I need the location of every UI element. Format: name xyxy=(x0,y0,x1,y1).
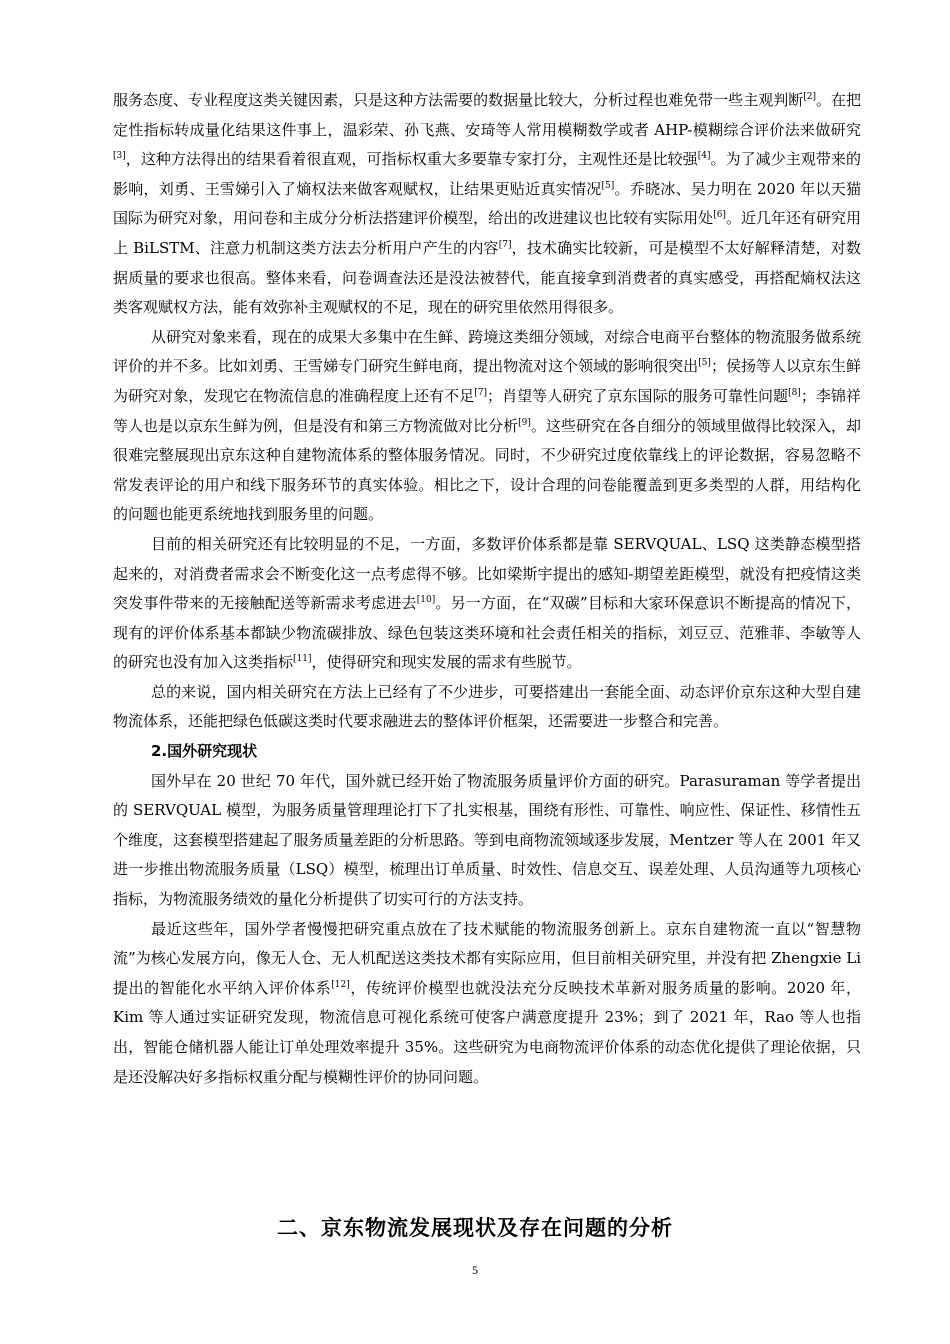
text-run: ；肖望等人研究了京东国际的服务可靠性问题 xyxy=(487,386,789,405)
citation-marker: [2] xyxy=(803,92,816,102)
text-run: 。另一方面，在“双碳”目标和大家环保意识不断提高的情况下，现有的评价体系基本都缺少物流碳排放、绿色包装这类环境和社会责任相关的指标，刘豆豆、范雅菲、李敏等人的研究也没有加入这类指标 xyxy=(113,594,861,672)
text-run: 。乔晓冰、吴力明在 2020 年以天猫国际为研究对象，用问卷和主成分分析法搭建评价模型，给出的改进建议也比较有实际用处 xyxy=(113,179,861,228)
text-run: 。近几年还有研究用上 BiLSTM、注意力机制这类方法去分析用户产生的内容 xyxy=(113,209,861,257)
text-run: 最近这些年，国外学者慢慢把研究重点放在了技术赋能的物流服务创新上。京东自建物流一直以“智慧物流”为核心发展方向，像无人仓、无人机配送这类技术都有实际应用，但目前相关研究里，并没有把 Zhengxie Li 提出的智能化水平纳入评价体系 xyxy=(113,919,861,997)
paragraph xyxy=(113,678,861,737)
text-run: 。为了减少主观带来的影响，刘勇、王雪娣引入了熵权法来做客观赋权，让结果更贴近真实情况 xyxy=(113,150,861,198)
citation-marker: [6] xyxy=(713,210,726,221)
text-run: 总的来说，国内相关研究在方法上已经有了不少进步，可要搭建出一套能全面、动态评价京东这种大型自建物流体系，还能把绿色低碳这类时代要求融进去的整体评价框架，还需要进一步整合和完善。 xyxy=(113,682,861,731)
text-run: ；侯扬等人以京东生鲜为研究对象，发现它在物流信息的准确程度上还有不足 xyxy=(113,357,861,405)
paragraph xyxy=(113,767,861,915)
citation-marker: [5] xyxy=(601,180,615,191)
citation-marker: [3] xyxy=(113,151,126,162)
text-run: 目前的相关研究还有比较明显的不足，一方面，多数评价体系都是靠 SERVQUAL、LSQ 这类静态模型搭起来的，对消费者需求会不断变化这一点考虑得不够。比如梁斯宇提出的感知-期望差距模型，就没有把疫情这类突发事件带来的无接触配送等新需求考虑进去 xyxy=(113,534,861,613)
paragraph xyxy=(113,86,861,323)
section-heading: 二、京东物流发展现状及存在问题的分析 xyxy=(277,1216,673,1240)
text-run: ，这种方法得出的结果看着很直观，可指标权重大多要靠专家打分，主观性还是比较强 xyxy=(125,150,698,169)
text-run: ，技术确实比较新，可是模型不太好解释清楚，对数据质量的要求也很高。整体来看，问卷调查法还是没法被替代，能直接拿到消费者的真实感受，再搭配熵权法这类客观赋权方法，能有效弥补主观赋权的不足，现在的研究里依然用得很多。 xyxy=(113,238,861,317)
text-run: ，使得研究和现实发展的需求有些脱节。 xyxy=(311,653,582,672)
citation-marker: [5] xyxy=(698,358,711,369)
text-run: 。在把定性指标转成量化结果这件事上，温彩荣、孙飞燕、安琦等人常用模糊数学或者 AHP-模糊综合评价法来做研究 xyxy=(113,91,861,139)
text-run: 服务态度、专业程度这类关键因素，只是这种方法需要的数据量比较大，分析过程也难免带一些主观判断 xyxy=(113,91,804,109)
text-run: ，传统评价模型也就没法充分反映技术革新对服务质量的影响。2020 年，Kim 等人通过实证研究发现，物流信息可视化系统可使客户满意度提升 23%；到了 2021 年，Rao 等人也指出，智能仓储机器人能让订单处理效率提升 35%。这些研究为电商物流评价体系的动态优化提供了理论依据，只是还没解决好多指标权重分配与模糊性评价的协同问题。 xyxy=(113,978,861,1086)
citation-marker: [4] xyxy=(697,151,711,162)
text-run: 从研究对象来看，现在的成果大多集中在生鲜、跨境这类细分领域，对综合电商平台整体的物流服务做系统评价的并不多。比如刘勇、王雪娣专门研究生鲜电商，提出物流对这个领域的影响很突出 xyxy=(113,327,861,376)
citation-marker: [11] xyxy=(293,654,312,665)
citation-marker: [7] xyxy=(498,239,512,250)
text-run: ；李锦祥等人也是以京东生鲜为例，但是没有和第三方物流做对比分析 xyxy=(113,386,861,435)
citation-marker: [10] xyxy=(416,595,436,606)
paragraph xyxy=(113,530,861,678)
paragraph xyxy=(113,323,861,530)
page-number: 5 xyxy=(472,1263,478,1277)
citation-marker: [7] xyxy=(474,387,488,398)
subsection-heading: 2.国外研究现状 xyxy=(151,742,258,761)
citation-marker: [9] xyxy=(518,417,531,428)
text-run: 。这些研究在各自细分的领域里做得比较深入，却很难完整展现出京东这种自建物流体系的整体服务情况。同时，不少研究过度依靠线上的评论数据，容易忽略不常发表评论的用户和线下服务环节的真实体验。相比之下，设计合理的问卷能覆盖到更多类型的人群，用结构化的问题也能更系统地找到服务里的问题。 xyxy=(113,416,861,524)
citation-marker: [8] xyxy=(788,387,801,398)
paragraph xyxy=(113,915,861,1093)
body-text xyxy=(113,86,861,1092)
text-run: 国外早在 20 世纪 70 年代，国外就已经开始了物流服务质量评价方面的研究。Parasuraman 等学者提出的 SERVQUAL 模型，为服务质量管理理论打下了扎实根基，围绕有形性、可靠性、响应性、保证性、移情性五个维度，这套模型搭建起了服务质量差距的分析思路。等到电商物流领域逐步发展，Mentzer 等人在 2001 年又进一步推出物流服务质量（LSQ）模型，梳理出订单质量、时效性、信息交互、误差处理、人员沟通等九项核心指标，为物流服务绩效的量化分析提供了切实可行的方法支持。 xyxy=(113,771,861,909)
citation-marker: [12] xyxy=(331,979,350,990)
